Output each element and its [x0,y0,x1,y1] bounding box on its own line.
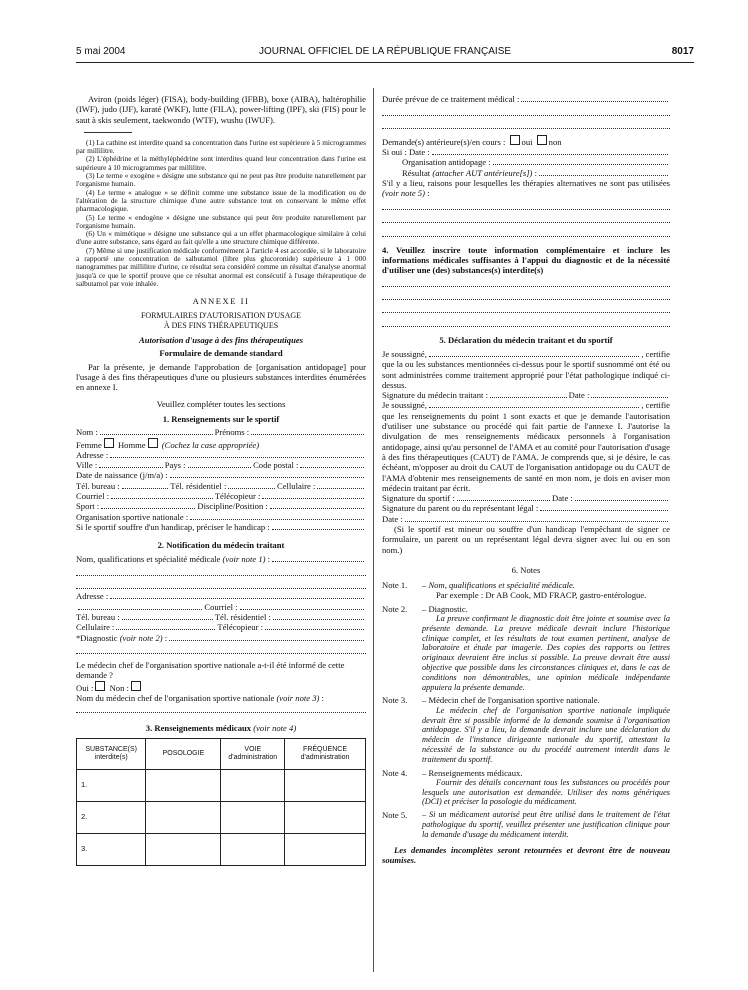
note-3-head: Médecin chef de l'organisation sportive nationale. [428,695,600,706]
label-je-soussigne: Je soussigné, [382,348,427,359]
field-diagnostic[interactable] [169,633,364,641]
footnote-6: (6) Un « mimétique » désigne une substance qui a un effet pharmacologique similaire à celui d'une autre substance, sans égard au fait qu'elle a une structure chimique différente. [76,229,366,247]
checkbox-oui[interactable] [95,681,105,691]
cell-frequence[interactable] [285,833,366,865]
label-medecin-tel-bureau: Tél. bureau : [76,611,120,622]
label-sig-parent: Signature du parent ou du représentant légal : [382,503,539,514]
row-duree [382,94,670,104]
field-tel-residentiel[interactable] [228,481,275,489]
footnote-4: (4) Le terme « analogue » se définit comme une substance issue de la modification ou de l'altération de la structure chimique d'une autre substance tout en conservant le même effet pharmacologique. [76,187,366,214]
note-4-head: Renseignements médicaux. [428,767,523,778]
note-5: Note 5. – Si un médicament autorisé peut être utilisé dans le traitement de l'état pathologique du sportif, veuillez présenter une justification clinique pour la demande d'usage du médicament interdit. [382,810,670,839]
label-naissance: Date de naissance (j/m/a) : [76,470,168,481]
note-2-body: La preuve confirmant le diagnostic doit être jointe et soumise avec la présente demande. La preuve médicale devrait inclure l'historique clinique complet, et les résultats de tout examen pertinent, analyse de laboratoire et étude par imagerie. Des copies des rapports ou lettres originaux devraient être inclus si possible. La preuve devrait être aussi objective que possible dans les circonstances cliniques et, dans le cas de conditions non démontrables, une opinion médicale indépendante appuiera la présente demande. [422,614,670,692]
note-1-head: Nom, qualifications et spécialité médicale. [428,580,575,591]
minor-instruction: (Si le sportif est mineur ou souffre d'un handicap l'empêchant de signer ce formulaire, un parent ou un représentant légal devra signer avec lui ou en son nom.) [382,523,670,555]
row-medecin-cell [76,622,366,632]
label-discipline: Discipline/Position : [197,501,268,512]
row-oui-non [76,681,366,693]
field-organisation[interactable] [190,512,364,520]
section-1-title: 1. Renseignements sur le sportif [162,413,280,424]
footnote-rule [84,132,132,133]
medical-info-table [76,738,366,866]
page-header [76,46,694,60]
note-ref-4: (voir note 4) [253,722,297,733]
field-duree-line-2[interactable] [382,104,670,115]
label-sport: Sport : [76,501,100,512]
left-column [76,94,366,866]
note-4-body: Fournir des détails concernant tous les substances ou procédés pour lesquels une autorisation est demandée. Utiliser des noms génériques (DCI) et préciser la posologie du médicament. [422,777,670,807]
label-medecin-cellulaire: Cellulaire : [76,622,115,633]
label-homme: Homme [117,439,146,450]
note-2: Note 2. – Diagnostic. La preuve confirmant le diagnostic doit être jointe et soumise avec la présente demande. La preuve médicale devrait inclure l'historique clinique complet, et les résultats de tout examen pertinent, analyse de laboratoire et étude par imagerie. Des copies des rapports ou lettres originaux devraient être inclus si possible. La preuve devrait être aussi objective que possible dans les circonstances cliniques et, dans le cas de conditions non démontrables, une opinion médicale indépendante appuiera la présente demande. [382,603,670,692]
label-telecopieur: Télécopieur : [214,490,261,501]
chef-nom-label: Nom du médecin chef de l'organisation sportive nationale (voir note 3) : [76,693,324,704]
row-sig-medecin [382,390,670,400]
field-sig-parent[interactable] [540,503,668,511]
note-3-body: Le médecin chef de l'organisation sportive nationale impliquée devrait être si possible informé de la demande soumise à l'organisation antidopage. S'il y a lieu, la demande devrait inclure une déclaration du médecin de l'instance dirigeante nationale du sportif, attestant la nécessité de la substance ou du procédé autrement interdit dans le traitement du sportif. [422,705,670,764]
label-sig-sportif: Signature du sportif : [382,493,455,504]
field-discipline[interactable] [270,501,364,509]
note-3: Note 3. – Médecin chef de l'organisation sportive nationale. Le médecin chef de l'organisation sportive nationale impliquée devrait être si possible informé de la demande soumise à l'organisation antidopage. S'il y a lieu, la demande devrait inclure une déclaration du médecin de l'instance dirigeante nationale du sportif, attestant la nécessité de la substance ou du procédé autrement interdit dans le traitement du sportif. [382,695,670,764]
footnote-5: (5) Le terme « endogène » désigne une substance qui peut être produite naturellement par l'organisme humain. [76,212,366,230]
label-date-medecin: Date : [568,390,590,401]
label-medecin-adresse: Adresse : [76,591,109,602]
table-row [77,833,366,865]
declaration-sportif: que les renseignements du point 1 sont exacts et que je demande l'autorisation d'utiliser une substance ou procédé qui fait partie de l'annexe I. J'autorise la divulgation de mes renseignements médicaux personnels à l'organisation antidopage, ainsi qu'au personnel de l'AMA et au comité pour l'autorisation d'usage à des fins thérapeutiques (CAUT) de l'AMA. Je comprends que, si je désire, le cas échéant, m'opposer au droit du CAUT de l'organisation antidopage ou du CAUT de l'AMA d'obtenir mes renseignements de santé en mon nom, je dois en aviser mon médecin traitant par écrit. [382,410,670,493]
row-medecin-courriel [76,602,366,612]
row-si-oui [382,147,670,157]
note-2-label: Note 2. [382,603,408,614]
table-header-row [77,738,366,769]
header-page-number: 8017 [671,46,694,57]
field-sig-sportif[interactable] [457,493,550,501]
row-ville [76,460,366,470]
row-gender [76,438,366,450]
chef-question: Le médecin chef de l'organisation sportive nationale a-t-il été informé de cette demande ? [76,660,345,681]
field-info-line-2[interactable] [382,289,670,300]
cell-frequence[interactable] [285,769,366,801]
field-ville[interactable] [99,460,163,468]
field-date-parent[interactable] [405,514,668,522]
request-text: Par la présente, je demande l'approbation de [organisation antidopage] pour l'usage à des fins thérapeutiques d'une ou plusieurs substances interdites énumérées en annexe I. [76,361,366,393]
field-info-line-3[interactable] [382,302,670,313]
row-medecin-tel [76,612,366,622]
field-medecin-telecopieur[interactable] [265,622,364,630]
label-prenoms: Prénoms : [214,427,250,438]
row-telephones [76,481,366,491]
row-sport [76,501,366,511]
label-certifie: , certifie [641,348,670,359]
label-medecin-telecopieur: Télécopieur : [217,622,263,633]
row-resultat: Résultat (attacher AUT antérieure[s]) : [382,168,670,178]
row-number[interactable]: 1. [77,769,146,801]
gender-instruction: (Cochez la case appropriée) [161,439,260,450]
section-4-title: 4. Veuillez inscrire toute information complémentaire et inclure les informations médicales suffisantes à l'appui du diagnostic et de la nécessité d'utiliser une (des) substances(s) interdite(s) [382,244,670,276]
cell-posologie[interactable] [146,769,221,801]
right-column [382,94,670,865]
row-sig-sportif [382,493,670,503]
label-oui: Oui : [76,682,94,693]
field-medecin-courriel[interactable] [240,602,364,610]
label-diagnostic: *Diagnostic [76,632,118,643]
table-row [77,801,366,833]
fill-all-sections: Veuillez compléter toutes les sections [156,398,286,409]
annex-subtitle-2: À DES FINS THÉRAPEUTIQUES [163,320,279,330]
label-duree: Durée prévue de ce traitement médical : [382,94,520,104]
row-handicap [76,522,366,532]
note-ref-2: (voir note 2) [119,632,163,643]
label-resultat: Résultat [402,167,431,178]
row-nom-prenoms [76,427,366,437]
section-3-title: 3. Renseignements médicaux [145,722,252,733]
row-courriel [76,491,366,501]
col-substance: SUBSTANCE(S) interdite(s) [77,738,146,769]
header-date: 5 mai 2004 [76,46,126,57]
field-tel-bureau[interactable] [122,481,169,489]
field-medecin-nom-line-2[interactable] [76,565,366,576]
label-raisons: S'il y a lieu, raisons pour lesquelles les thérapies alternatives ne sont pas utilisées [382,178,670,189]
field-medecin-tel-res[interactable] [273,612,364,620]
row-adresse [76,450,366,460]
field-medecin-adresse[interactable] [110,591,364,599]
field-organisation-ad[interactable] [493,157,668,165]
field-resultat[interactable] [539,168,668,176]
header-rule [76,62,694,63]
field-medecin-tel-bureau[interactable] [122,612,213,620]
label-demandes-oui: oui [521,136,533,147]
field-raisons-line-3[interactable] [382,225,670,236]
section-2-title: 2. Notification du médecin traitant [157,540,285,551]
note-5-label: Note 5. [382,810,408,821]
note-ref-5: (voir note 5) [382,188,425,199]
raisons-label: S'il y a lieu, raisons pour lesquelles les thérapies alternatives ne sont pas utilisées (voir note 5) : [382,178,670,199]
field-si-oui-date[interactable] [432,147,668,155]
row-je-soussigne-1 [382,349,670,359]
label-cellulaire: Cellulaire : [276,480,316,491]
label-demandes-non: non [548,136,562,147]
checkbox-demandes-oui[interactable] [510,135,520,145]
label-certifie-2: , certifie [641,400,670,411]
footnote-3: (3) Le terme « exogène » désigne une substance qui ne peut pas être produite naturellement par l'organisme humain. [76,171,366,189]
checkbox-femme[interactable] [104,438,114,448]
label-medecin-tel-res: Tél. résidentiel : [214,611,271,622]
field-diagnostic-line-2[interactable] [76,643,366,654]
field-medecin-adresse-line-2[interactable] [78,602,202,610]
annex-subtitle-1: FORMULAIRES D'AUTORISATION D'USAGE [140,310,302,320]
cell-voie[interactable] [221,833,285,865]
section-3-header [76,723,366,733]
closing-statement: Les demandes incomplètes seront retournées et devront être de nouveau soumises. [382,844,670,865]
note-3-label: Note 3. [382,695,408,706]
label-sig-medecin: Signature du médecin traitant : [382,390,488,401]
note-1-label: Note 1. [382,580,408,591]
row-medecin-adresse [76,591,366,601]
field-sig-medecin[interactable] [490,390,567,398]
field-prenoms[interactable] [251,427,364,435]
label-chef-nom: Nom du médecin chef de l'organisation sportive nationale [76,693,275,704]
section-5-title: 5. Déclaration du médecin traitant et du sportif [439,334,613,345]
row-number[interactable]: 3. [77,833,146,865]
label-tel-bureau: Tél. bureau : [76,480,120,491]
tue-title: Autorisation d'usage à des fins thérapeutiques [138,335,304,346]
note-4: Note 4. – Renseignements médicaux. Fournir des détails concernant tous les substances ou procédés pour lesquels une autorisation est demandée. Utiliser des noms génériques (DCI) et préciser la posologie du médicament. [382,767,670,807]
label-organisation-ad: Organisation antidopage : [402,157,491,168]
field-nom-sportif[interactable] [429,400,639,408]
field-date-sportif[interactable] [575,493,668,501]
field-adresse[interactable] [110,450,364,458]
field-medecin-nom-line-3[interactable] [76,578,366,589]
header-journal-title: JOURNAL OFFICIEL DE LA RÉPUBLIQUE FRANÇAISE [258,46,512,57]
label-medecin-nom: Nom, qualifications et spécialité médicale [76,554,221,565]
field-code-postal[interactable] [300,460,364,468]
field-duree-line-3[interactable] [382,118,670,129]
footnote-2: (2) L'éphédrine et la méthyléphédrine sont interdites quand leur concentration dans l'urine est supérieure à 10 microgrammes par millilitre. [76,154,366,172]
row-date-parent [382,514,670,524]
note-5-head: Si un médicament autorisé peut être utilisé dans le traitement de l'état pathologique du sportif, veuillez présenter une justification clinique pour la demande d'usage du médicament interdit. [422,810,670,839]
row-je-soussigne-2 [382,400,670,410]
row-diagnostic: *Diagnostic (voir note 2) : [76,633,366,643]
field-info-line-1[interactable] [382,275,670,286]
section-6-title: 6. Notes [511,564,541,575]
footnote-7: (7) Même si une justification médicale conformément à l'article 4 est accordée, si le laboratoire a rapporté une concentration de salbutamol (libre plus glucoronide) supérieure à 1 000 nanogrammes par millilitre d'urine, ce résultat sera considéré comme un résultat d'analyse anormal jusqu'à ce que le sportif prouve que ce résultat anormal est consécutif à l'usage thérapeutique de salbutamol par voie inhalée. [76,245,366,288]
label-je-soussigne-2: Je soussigné, [382,400,427,411]
label-date-parent: Date : [382,513,403,524]
footnote-1: (1) La cathine est interdite quand sa concentration dans l'urine est supérieure à 5 microgrammes par millilitre. [76,137,366,156]
label-pays: Pays : [164,460,186,471]
row-sig-parent [382,503,670,513]
form-title: Formulaire de demande standard [159,348,283,359]
sports-list: Aviron (poids léger) (FISA), body-building (IFBB), boxe (AIBA), haltérophilie (IWF), judo (IJF), karaté (WKF), lutte (FILA), power-lifting (IPF), ski (FIS) pour le saut à skis seulement, taekwondo (WTF), wushu (IWUF). [76,94,366,125]
row-naissance [76,470,366,480]
field-nom[interactable] [100,427,213,435]
note-1: Note 1. – Nom, qualifications et spécialité médicale. Par exemple : Dr AB Cook, MD FRACP, gastro-entérologue. [382,580,670,601]
cell-voie[interactable] [221,801,285,833]
field-medecin-nom[interactable] [272,554,364,562]
row-demandes [382,135,670,147]
label-organisation: Organisation sportive nationale : [76,511,189,522]
field-raisons-line-1[interactable] [382,199,670,210]
col-voie: VOIE d'administration [221,738,285,769]
field-handicap[interactable] [272,522,364,530]
cell-frequence[interactable] [285,801,366,833]
col-posologie: POSOLOGIE [146,738,221,769]
field-raisons-line-2[interactable] [382,212,670,223]
cell-voie[interactable] [221,769,285,801]
column-divider [373,88,374,972]
checkbox-homme[interactable] [148,438,158,448]
note-1-body: Par exemple : Dr AB Cook, MD FRACP, gastro-entérologue. [436,590,647,601]
note-ref-3: (voir note 3) [276,693,320,704]
field-info-line-4[interactable] [382,315,670,326]
label-demandes: Demande(s) antérieure(s)/en cours : [382,136,506,147]
field-date-medecin[interactable] [591,390,668,398]
declaration-medecin: que la ou les substances mentionnées ci-dessus pour le sportif susnommé ont été ou sont administrées comme traitement approprié pour l'état pathologique indiqué ci-dessus. [382,359,670,390]
label-medecin-courriel: Courriel : [204,601,238,612]
cell-posologie[interactable] [146,801,221,833]
row-number[interactable]: 2. [77,801,146,833]
label-adresse: Adresse : [76,449,109,460]
label-nom: Nom : [76,427,98,438]
checkbox-non[interactable] [131,681,141,691]
row-organisation-ad [382,157,670,167]
annex-title: ANNEXE II [192,296,250,307]
field-sport[interactable] [101,501,195,509]
field-naissance[interactable] [170,470,364,478]
field-duree[interactable] [521,94,668,102]
row-medecin-nom: Nom, qualifications et spécialité médicale (voir note 1) : [76,554,366,564]
label-handicap: Si le sportif souffre d'un handicap, préciser le handicap : [76,521,270,532]
cell-posologie[interactable] [146,833,221,865]
label-si-oui-date: Si oui : Date : [382,147,430,158]
field-telecopieur[interactable] [262,491,364,499]
label-code-postal: Code postal : [253,460,299,471]
label-ville: Ville : [76,460,98,471]
label-courriel: Courriel : [76,490,110,501]
note-2-head: Diagnostic. [428,603,468,614]
note-ref-1: (voir note 1) [222,554,266,565]
checkbox-demandes-non[interactable] [537,135,547,145]
field-cellulaire[interactable] [317,481,364,489]
row-organisation [76,512,366,522]
label-non: Non : [109,682,129,693]
field-medecin-cellulaire[interactable] [116,622,215,630]
field-nom-medecin[interactable] [429,349,639,357]
table-row [77,769,366,801]
col-frequence: FRÉQUENCE d'administration [285,738,366,769]
label-date-sportif: Date : [552,493,573,504]
field-pays[interactable] [188,460,252,468]
label-femme: Femme [76,439,102,450]
note-4-label: Note 4. [382,767,408,778]
field-courriel[interactable] [111,491,213,499]
label-tel-residentiel: Tél. résidentiel : [170,480,227,491]
attacher-hint: (attacher AUT antérieure[s]) [432,167,533,178]
